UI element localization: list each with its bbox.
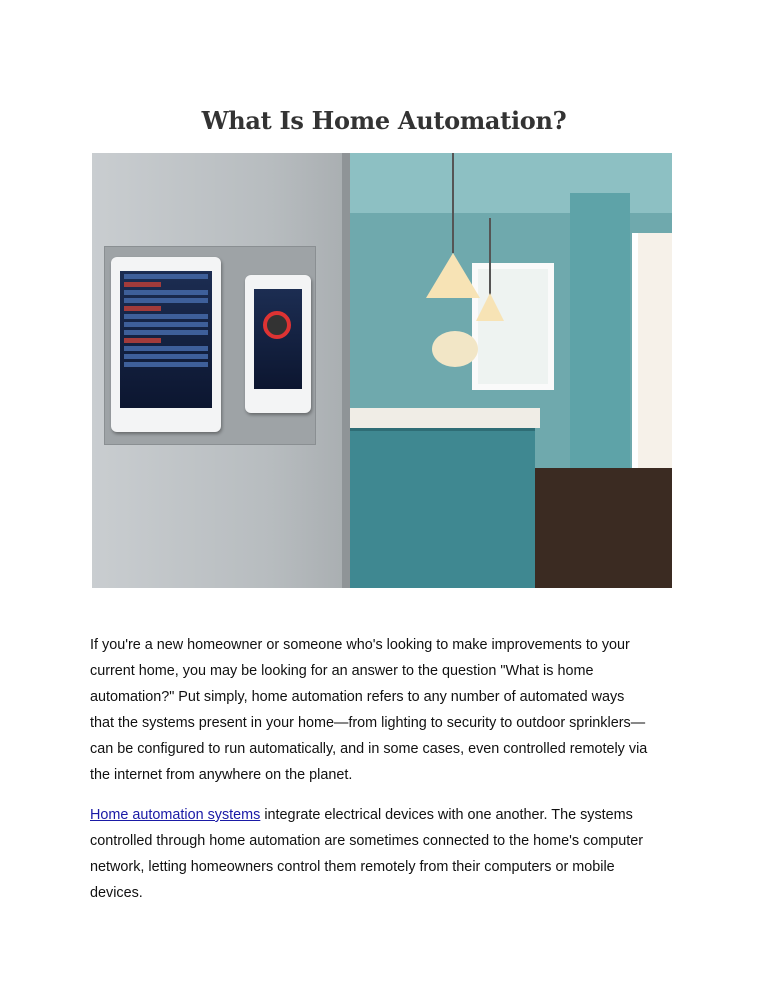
tablet-screen bbox=[120, 271, 212, 408]
pendant-lamp bbox=[476, 293, 504, 321]
text-line: automation?" Put simply, home automation refers to any number of automated ways bbox=[90, 689, 625, 705]
text-line: If you're a new homeowner or someone who's looking to make improvements to your bbox=[90, 637, 630, 653]
control-tablet bbox=[111, 257, 221, 432]
home-automation-systems-link[interactable]: Home automation systems bbox=[90, 807, 261, 823]
text-line: network, letting homeowners control them remotely from their computers or mobile bbox=[90, 859, 615, 875]
text-line: devices. bbox=[90, 885, 143, 901]
teal-column bbox=[570, 193, 630, 483]
flower-vase bbox=[432, 331, 478, 367]
counter-top bbox=[350, 408, 540, 428]
text-line bbox=[90, 802, 643, 828]
text-line: can be configured to run automatically, and in some cases, even controlled remotely via bbox=[90, 741, 648, 757]
home-automation-photo bbox=[92, 153, 672, 588]
thermostat-tablet bbox=[245, 275, 311, 413]
doorway bbox=[632, 233, 672, 483]
text-line: controlled through home automation are sometimes connected to the home's computer bbox=[90, 833, 644, 849]
wall-mount-panel bbox=[104, 246, 316, 445]
text-line: current home, you may be looking for an answer to the question "What is home bbox=[90, 663, 594, 679]
lamp-cord bbox=[489, 218, 491, 303]
kitchen-island bbox=[350, 428, 535, 588]
text-fragment: integrate electrical devices with one another. The systems bbox=[260, 807, 633, 823]
lamp-cord bbox=[452, 153, 454, 253]
wood-floor bbox=[532, 468, 672, 588]
wall-edge bbox=[342, 153, 350, 588]
paragraph-intro bbox=[90, 632, 647, 788]
pendant-lamp bbox=[426, 253, 480, 298]
page-title: What Is Home Automation? bbox=[201, 106, 567, 136]
text-line: that the systems present in your home—from lighting to security to outdoor sprinklers— bbox=[90, 715, 646, 731]
tablet-screen bbox=[254, 289, 302, 389]
text-line: the internet from anywhere on the planet. bbox=[90, 767, 353, 783]
kitchen-window bbox=[472, 263, 554, 390]
gauge-icon bbox=[263, 311, 291, 339]
paragraph-systems bbox=[90, 802, 643, 906]
